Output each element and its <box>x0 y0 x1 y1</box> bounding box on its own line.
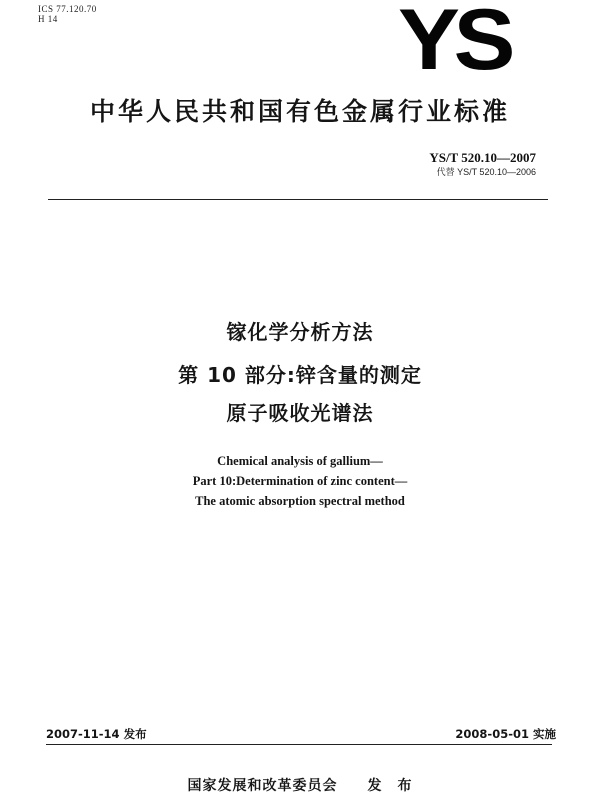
footer-divider <box>46 744 552 745</box>
title-en-line2: Part 10:Determination of zinc content— <box>192 474 408 488</box>
ys-logo: YS <box>398 0 509 88</box>
effective-date: 2008-05-01 实施 <box>455 727 556 741</box>
title-cn-line1: 镓化学分析方法 <box>226 320 374 344</box>
header-divider <box>48 199 548 200</box>
issue-date: 2007-11-14 发布 <box>46 727 147 741</box>
replaces-standard: 代替 YS/T 520.10—2006 <box>436 167 536 177</box>
standard-number: YS/T 520.10—2007 <box>429 150 536 165</box>
ics-code: ICS 77.120.70 <box>38 4 97 14</box>
title-en-line1: Chemical analysis of gallium— <box>217 454 383 468</box>
title-en-line3: The atomic absorption spectral method <box>195 494 405 508</box>
title-cn-line3: 原子吸收光谱法 <box>226 401 374 425</box>
issuing-authority: 国家发展和改革委员会 发 布 <box>187 778 413 794</box>
title-cn-line2: 第 10 部分:锌含量的测定 <box>178 363 422 387</box>
standard-category-title: 中华人民共和国有色金属行业标准 <box>89 97 510 126</box>
classification-codes <box>38 4 97 24</box>
ccs-code: H 14 <box>38 14 58 24</box>
